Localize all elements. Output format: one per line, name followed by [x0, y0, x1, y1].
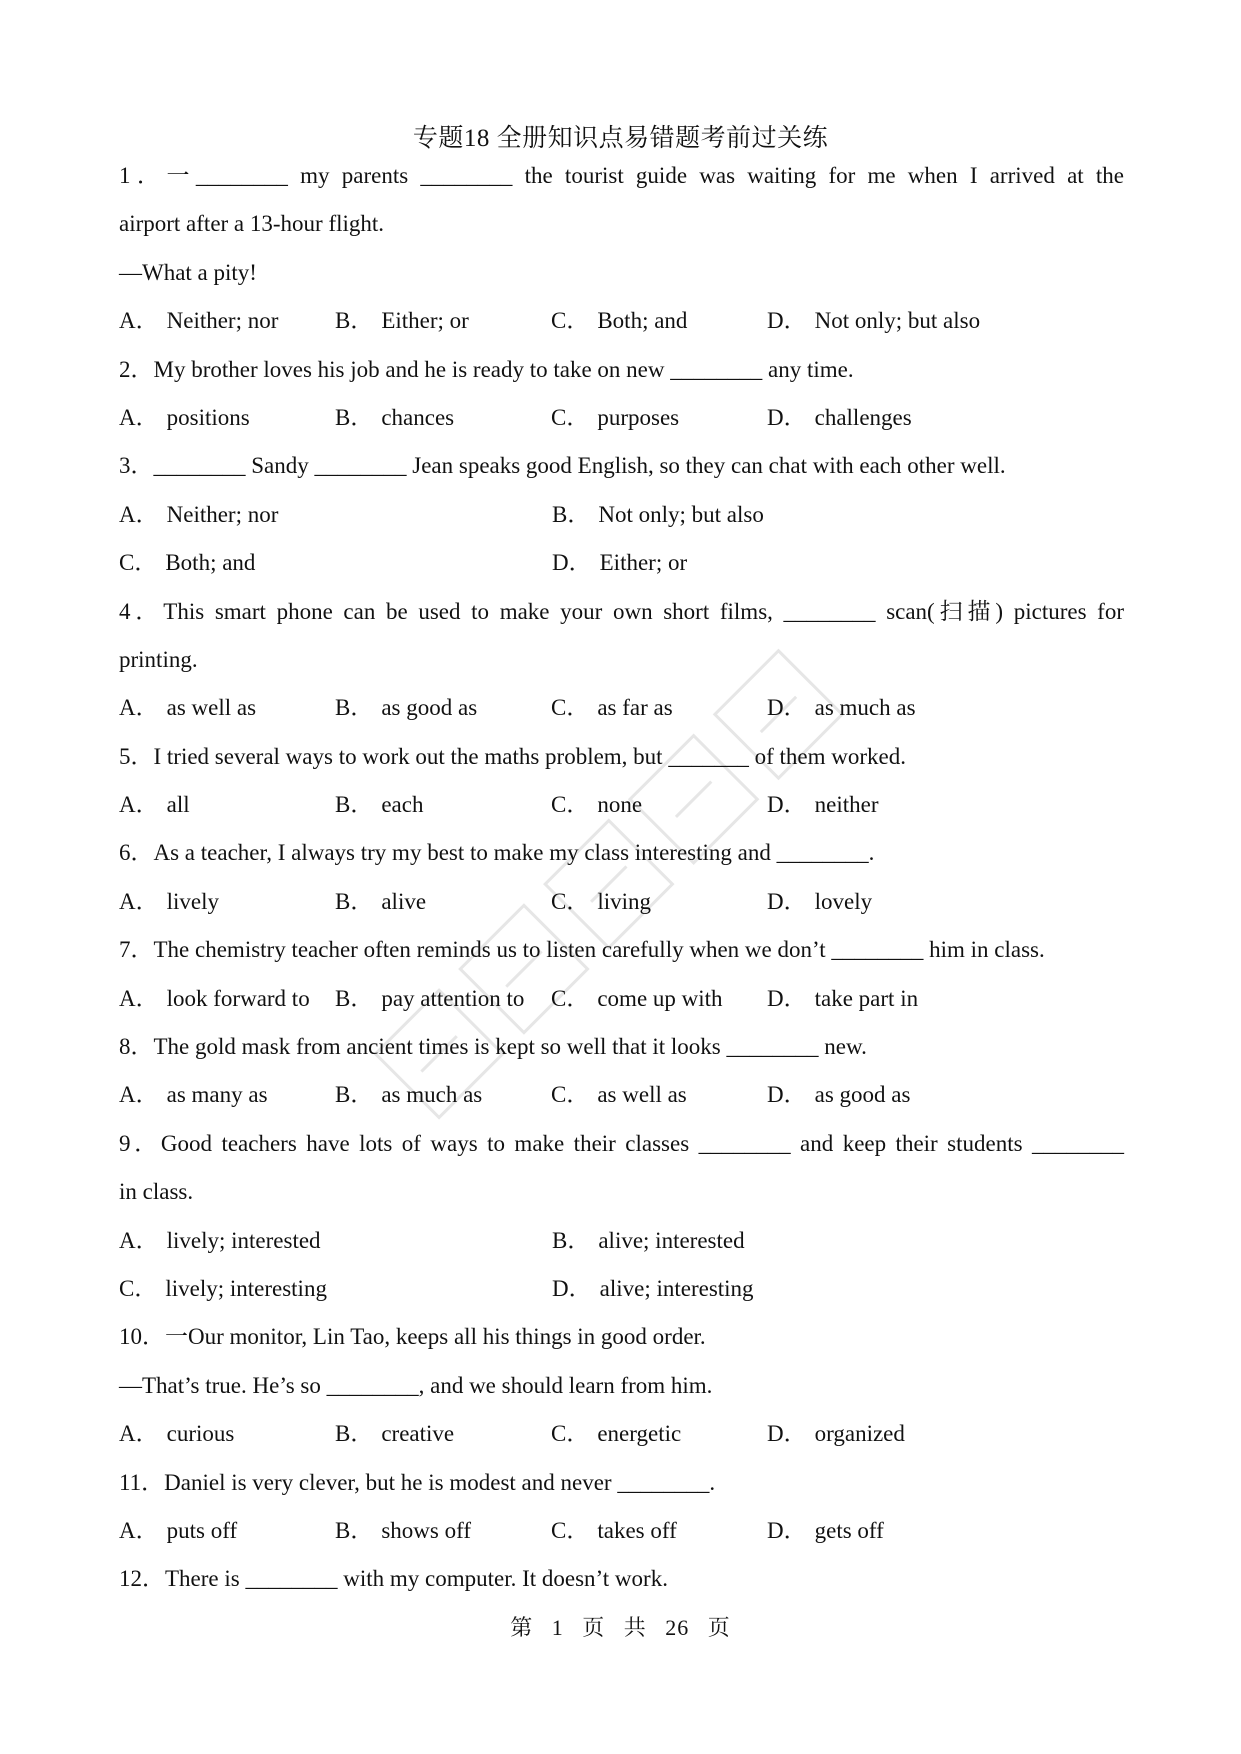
page-number: 1 — [551, 1615, 564, 1640]
option-row — [119, 406, 1124, 454]
option-d[interactable]: D． take part in — [767, 985, 919, 1011]
option-c[interactable]: C． purposes — [551, 404, 680, 430]
option-row — [119, 793, 1124, 841]
option-c[interactable]: C． as well as — [551, 1082, 687, 1108]
question-stem: 8．The gold mask from ancient times is kept so well that it looks ________ new. — [119, 1034, 867, 1060]
page-footer — [0, 1611, 1241, 1642]
option-d[interactable]: D． gets off — [767, 1517, 884, 1543]
option-b[interactable]: B． Not only; but also — [552, 501, 764, 527]
question — [119, 454, 1124, 599]
option-b[interactable]: B． each — [335, 792, 424, 818]
option-b[interactable]: B． Either; or — [335, 308, 469, 334]
option-a[interactable]: A． lively — [119, 888, 220, 914]
question — [119, 1132, 1124, 1326]
question-stem: 10．一Our monitor, Lin Tao, keeps all his things in good order. — [119, 1324, 706, 1350]
page-title: 专题18 全册知识点易错题考前过关练 — [412, 125, 829, 152]
question-stem: 11．Daniel is very clever, but he is modest and never ________. — [119, 1469, 716, 1495]
question-stem: airport after a 13-hour flight. — [119, 211, 385, 237]
question — [119, 745, 1124, 842]
option-row — [119, 551, 1124, 599]
footer-label: 共 — [623, 1615, 647, 1640]
option-c[interactable]: C． takes off — [551, 1517, 677, 1543]
question-list — [119, 164, 1124, 1616]
option-c[interactable]: C． as far as — [551, 695, 673, 721]
footer-label: 页 — [707, 1615, 731, 1640]
option-row — [119, 1229, 1124, 1277]
question-stem: 5．I tried several ways to work out the maths problem, but _______ of them worked. — [119, 743, 906, 769]
option-row — [119, 987, 1124, 1035]
option-c[interactable]: C． come up with — [551, 985, 723, 1011]
question-stem: 4．This smart phone can be used to make your own short films, ________ scan(扫描) pictures for — [119, 598, 1124, 624]
question — [119, 358, 1124, 455]
option-row — [119, 696, 1124, 744]
option-c[interactable]: C． Both; and — [551, 308, 688, 334]
total-pages: 26 — [665, 1615, 690, 1640]
option-c[interactable]: C． Both; and — [119, 550, 256, 576]
option-row — [119, 309, 1124, 357]
question-stem: 12．There is ________ with my computer. It doesn’t work. — [119, 1566, 668, 1592]
question-stem: 3．________ Sandy ________ Jean speaks good English, so they can chat with each other well. — [119, 453, 1006, 479]
option-a[interactable]: A． curious — [119, 1421, 235, 1447]
option-d[interactable]: D． as good as — [767, 1082, 911, 1108]
question-stem: in class. — [119, 1179, 194, 1205]
option-a[interactable]: A． all — [119, 792, 190, 818]
footer-label: 第 — [510, 1615, 534, 1640]
question-stem: —That’s true. He’s so ________, and we should learn from him. — [119, 1372, 713, 1398]
option-d[interactable]: D． Not only; but also — [767, 308, 981, 334]
footer-label: 页 — [582, 1615, 606, 1640]
option-d[interactable]: D． challenges — [767, 404, 912, 430]
question — [119, 1035, 1124, 1132]
question — [119, 1325, 1124, 1470]
option-d[interactable]: D． as much as — [767, 695, 916, 721]
question-stem: 1．一________ my parents ________ the tourist guide was waiting for me when I arrived at the — [119, 163, 1124, 188]
question — [119, 600, 1124, 745]
option-b[interactable]: B． alive — [335, 888, 427, 914]
question-stem: 9．Good teachers have lots of ways to make their classes ________ and keep their students ________ — [119, 1130, 1124, 1156]
option-d[interactable]: D． Either; or — [552, 550, 688, 576]
option-b[interactable]: B． as much as — [335, 1082, 483, 1108]
option-b[interactable]: B． shows off — [335, 1517, 472, 1543]
option-d[interactable]: D． neither — [767, 792, 879, 818]
option-b[interactable]: B． pay attention to — [335, 985, 525, 1011]
option-a[interactable]: A． Neither; nor — [119, 501, 279, 527]
option-a[interactable]: A． as many as — [119, 1082, 268, 1108]
option-d[interactable]: D． lovely — [767, 888, 873, 914]
option-b[interactable]: B． chances — [335, 404, 455, 430]
option-b[interactable]: B． creative — [335, 1421, 455, 1447]
option-row — [119, 1277, 1124, 1325]
option-row — [119, 1422, 1124, 1470]
option-a[interactable]: A． positions — [119, 404, 250, 430]
option-row — [119, 890, 1124, 938]
option-c[interactable]: C． energetic — [551, 1421, 682, 1447]
question — [119, 164, 1124, 358]
option-c[interactable]: C． none — [551, 792, 643, 818]
question — [119, 1471, 1124, 1568]
question-stem: 7．The chemistry teacher often reminds us to listen carefully when we don’t ________ him in class. — [119, 937, 1045, 963]
option-c[interactable]: C． lively; interesting — [119, 1275, 327, 1301]
question-stem: 6．As a teacher, I always try my best to make my class interesting and ________. — [119, 840, 875, 866]
question-stem: printing. — [119, 646, 198, 672]
option-row — [119, 503, 1124, 551]
option-b[interactable]: B． alive; interested — [552, 1227, 745, 1253]
option-a[interactable]: A． Neither; nor — [119, 308, 279, 334]
question — [119, 1567, 1124, 1615]
option-row — [119, 1519, 1124, 1567]
option-d[interactable]: D． organized — [767, 1421, 905, 1447]
question-stem: —What a pity! — [119, 259, 257, 285]
option-a[interactable]: A． look forward to — [119, 985, 310, 1011]
option-d[interactable]: D． alive; interesting — [552, 1275, 754, 1301]
option-b[interactable]: B． as good as — [335, 695, 478, 721]
option-row — [119, 1083, 1124, 1131]
option-c[interactable]: C． living — [551, 888, 652, 914]
option-a[interactable]: A． lively; interested — [119, 1227, 321, 1253]
question — [119, 938, 1124, 1035]
question — [119, 841, 1124, 938]
question-stem: 2．My brother loves his job and he is ready to take on new ________ any time. — [119, 356, 854, 382]
option-a[interactable]: A． as well as — [119, 695, 257, 721]
option-a[interactable]: A． puts off — [119, 1517, 238, 1543]
